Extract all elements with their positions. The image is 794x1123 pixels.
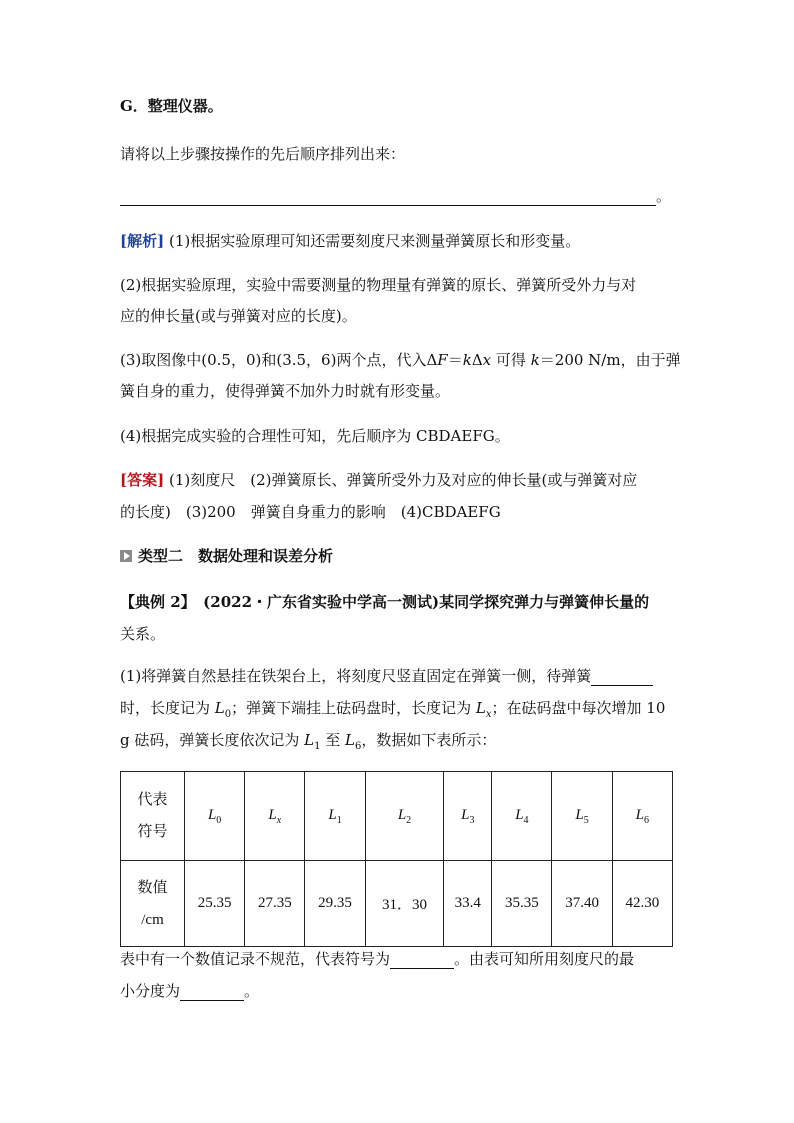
section-title: 类型二 数据处理和误差分析 [138,547,334,565]
answer-line2: 的长度) (3)200 弹簧自身重力的影响 (4)CBDAEFG [120,503,501,521]
text: 。 [244,982,260,1000]
answer-fill-line [120,186,671,206]
symbol-sub: 5 [583,814,589,826]
analysis-p4: (4)根据完成实验的合理性可知，先后顺序为 CBDAEFG。 [120,427,510,445]
symbol-base: L [328,806,337,823]
var-k: k [462,351,472,369]
symbol-sub: x [276,814,282,826]
sub: 6 [355,741,362,752]
analysis-p3-line1 [120,350,681,370]
analysis-p1 [120,231,580,251]
example-line2: 关系。 [120,625,166,643]
symbol-cell [245,772,305,861]
symbol-sub: 0 [216,814,222,826]
analysis-p2-line2: 应的伸长量(或与弹簧对应的长度)。 [120,307,357,325]
analysis-p3-line2: 簧自身的重力，使得弹簧不加外力时就有形变量。 [120,382,451,400]
value-cell: 25.35 [185,861,245,947]
symbol-sub: 4 [523,814,529,826]
step-g: G．整理仪器。 [120,97,223,115]
text: (1)将弹簧自然悬挂在铁架台上，将刻度尺竖直固定在弹簧一侧，待弹簧 [120,667,592,685]
symbol-cell [305,772,365,861]
text: g 砝码，弹簧长度依次记为 [120,731,305,749]
var-k: k [530,351,540,369]
answer-text: (1)刻度尺 (2)弹簧原长、弹簧所受外力及对应的伸长量(或与弹簧对应 [164,471,638,489]
symbol-cell [444,772,492,861]
value-header-cell [121,861,185,947]
symbol-sub: 6 [644,814,650,826]
symbol-base: L [207,806,217,823]
var-l: L [214,699,225,717]
symbol-row [121,772,673,861]
var-f: F [437,351,448,369]
section-heading [120,546,333,566]
var-l: L [475,699,486,717]
value-row [121,861,673,947]
text: 表中有一个数值记录不规范，代表符号为 [120,950,391,968]
value-cell: 27.35 [245,861,305,947]
text: ＝ [447,351,463,369]
value-cell: 42.30 [612,861,672,947]
header-label-1: 代表 [137,792,168,808]
text: 可得 [491,351,531,369]
value-cell: 35.35 [492,861,552,947]
text: 。由表可知所用刻度尺的最 [454,950,635,968]
fill-blank[interactable] [120,189,656,206]
symbol-cell [612,772,672,861]
instruction: 请将以上步骤按操作的先后顺序排列出来： [120,145,406,163]
question1-line2 [120,698,665,725]
analysis-p2-line1: (2)根据实验原理，实验中需要测量的物理量有弹簧的原长、弹簧所受外力与对 [120,276,637,294]
value-cell: 33.4 [444,861,492,947]
example-line1 [120,592,649,612]
symbol-cell [552,772,612,861]
analysis-text: (1)根据实验原理可知还需要刻度尺来测量弹簧原长和形变量。 [168,232,581,250]
symbol-base: L [461,806,470,823]
after-table-line1 [120,949,634,969]
example-text: (2022・广东省实验中学高一测试)某同学探究弹力与弹簧伸长量的 [188,593,650,611]
value-cell: 31．30 [365,861,444,947]
text: Δ [471,351,483,369]
symbol-sub: 3 [469,814,475,826]
sub: 0 [224,709,232,720]
sub: x [485,709,492,720]
text: 时，长度记为 [120,699,215,717]
fill-end: 。 [656,187,672,205]
answer-tag: [答案] [120,471,165,489]
analysis-tag: [解析] [120,232,165,250]
symbol-sub: 1 [336,814,342,826]
var-x: x [482,351,492,369]
symbol-cell [185,772,245,861]
symbol-base: L [268,806,277,823]
blank-symbol[interactable] [390,952,454,969]
value-cell: 37.40 [552,861,612,947]
data-table [120,771,673,947]
symbol-sub: 2 [406,814,412,826]
value-label-2: /cm [141,911,164,928]
text: ，数据如下表所示： [361,731,497,749]
question1-line3 [120,730,496,757]
symbol-cell [365,772,444,861]
answer-line1 [120,470,637,490]
text: ＝200 N/m，由于弹 [539,351,681,369]
symbol-cell [492,772,552,861]
symbol-base: L [575,806,584,823]
symbol-base: L [515,806,524,823]
var-l: L [304,731,315,749]
blank-1[interactable] [591,669,653,686]
text: ；弹簧下端挂上砝码盘时，长度记为 [231,699,476,717]
symbol-header-cell [121,772,185,861]
play-triangle-icon [120,550,132,562]
header-label-2: 符号 [137,824,168,840]
text: ；在砝码盘中每次增加 10 [491,699,666,717]
sub: 1 [314,741,321,752]
example-tag: 【典例 2】 [120,593,189,611]
value-label-1: 数值 [137,879,168,896]
text: (3)取图像中(0.5，0)和(3.5，6)两个点，代入Δ [120,351,438,369]
text: 小分度为 [120,982,181,1000]
blank-min-division[interactable] [180,984,244,1001]
var-l: L [345,731,355,749]
symbol-base: L [635,806,645,823]
question1-line1 [120,666,653,686]
text: 至 [320,731,346,749]
after-table-line2 [120,981,259,1001]
symbol-base: L [397,806,407,823]
value-cell: 29.35 [305,861,365,947]
